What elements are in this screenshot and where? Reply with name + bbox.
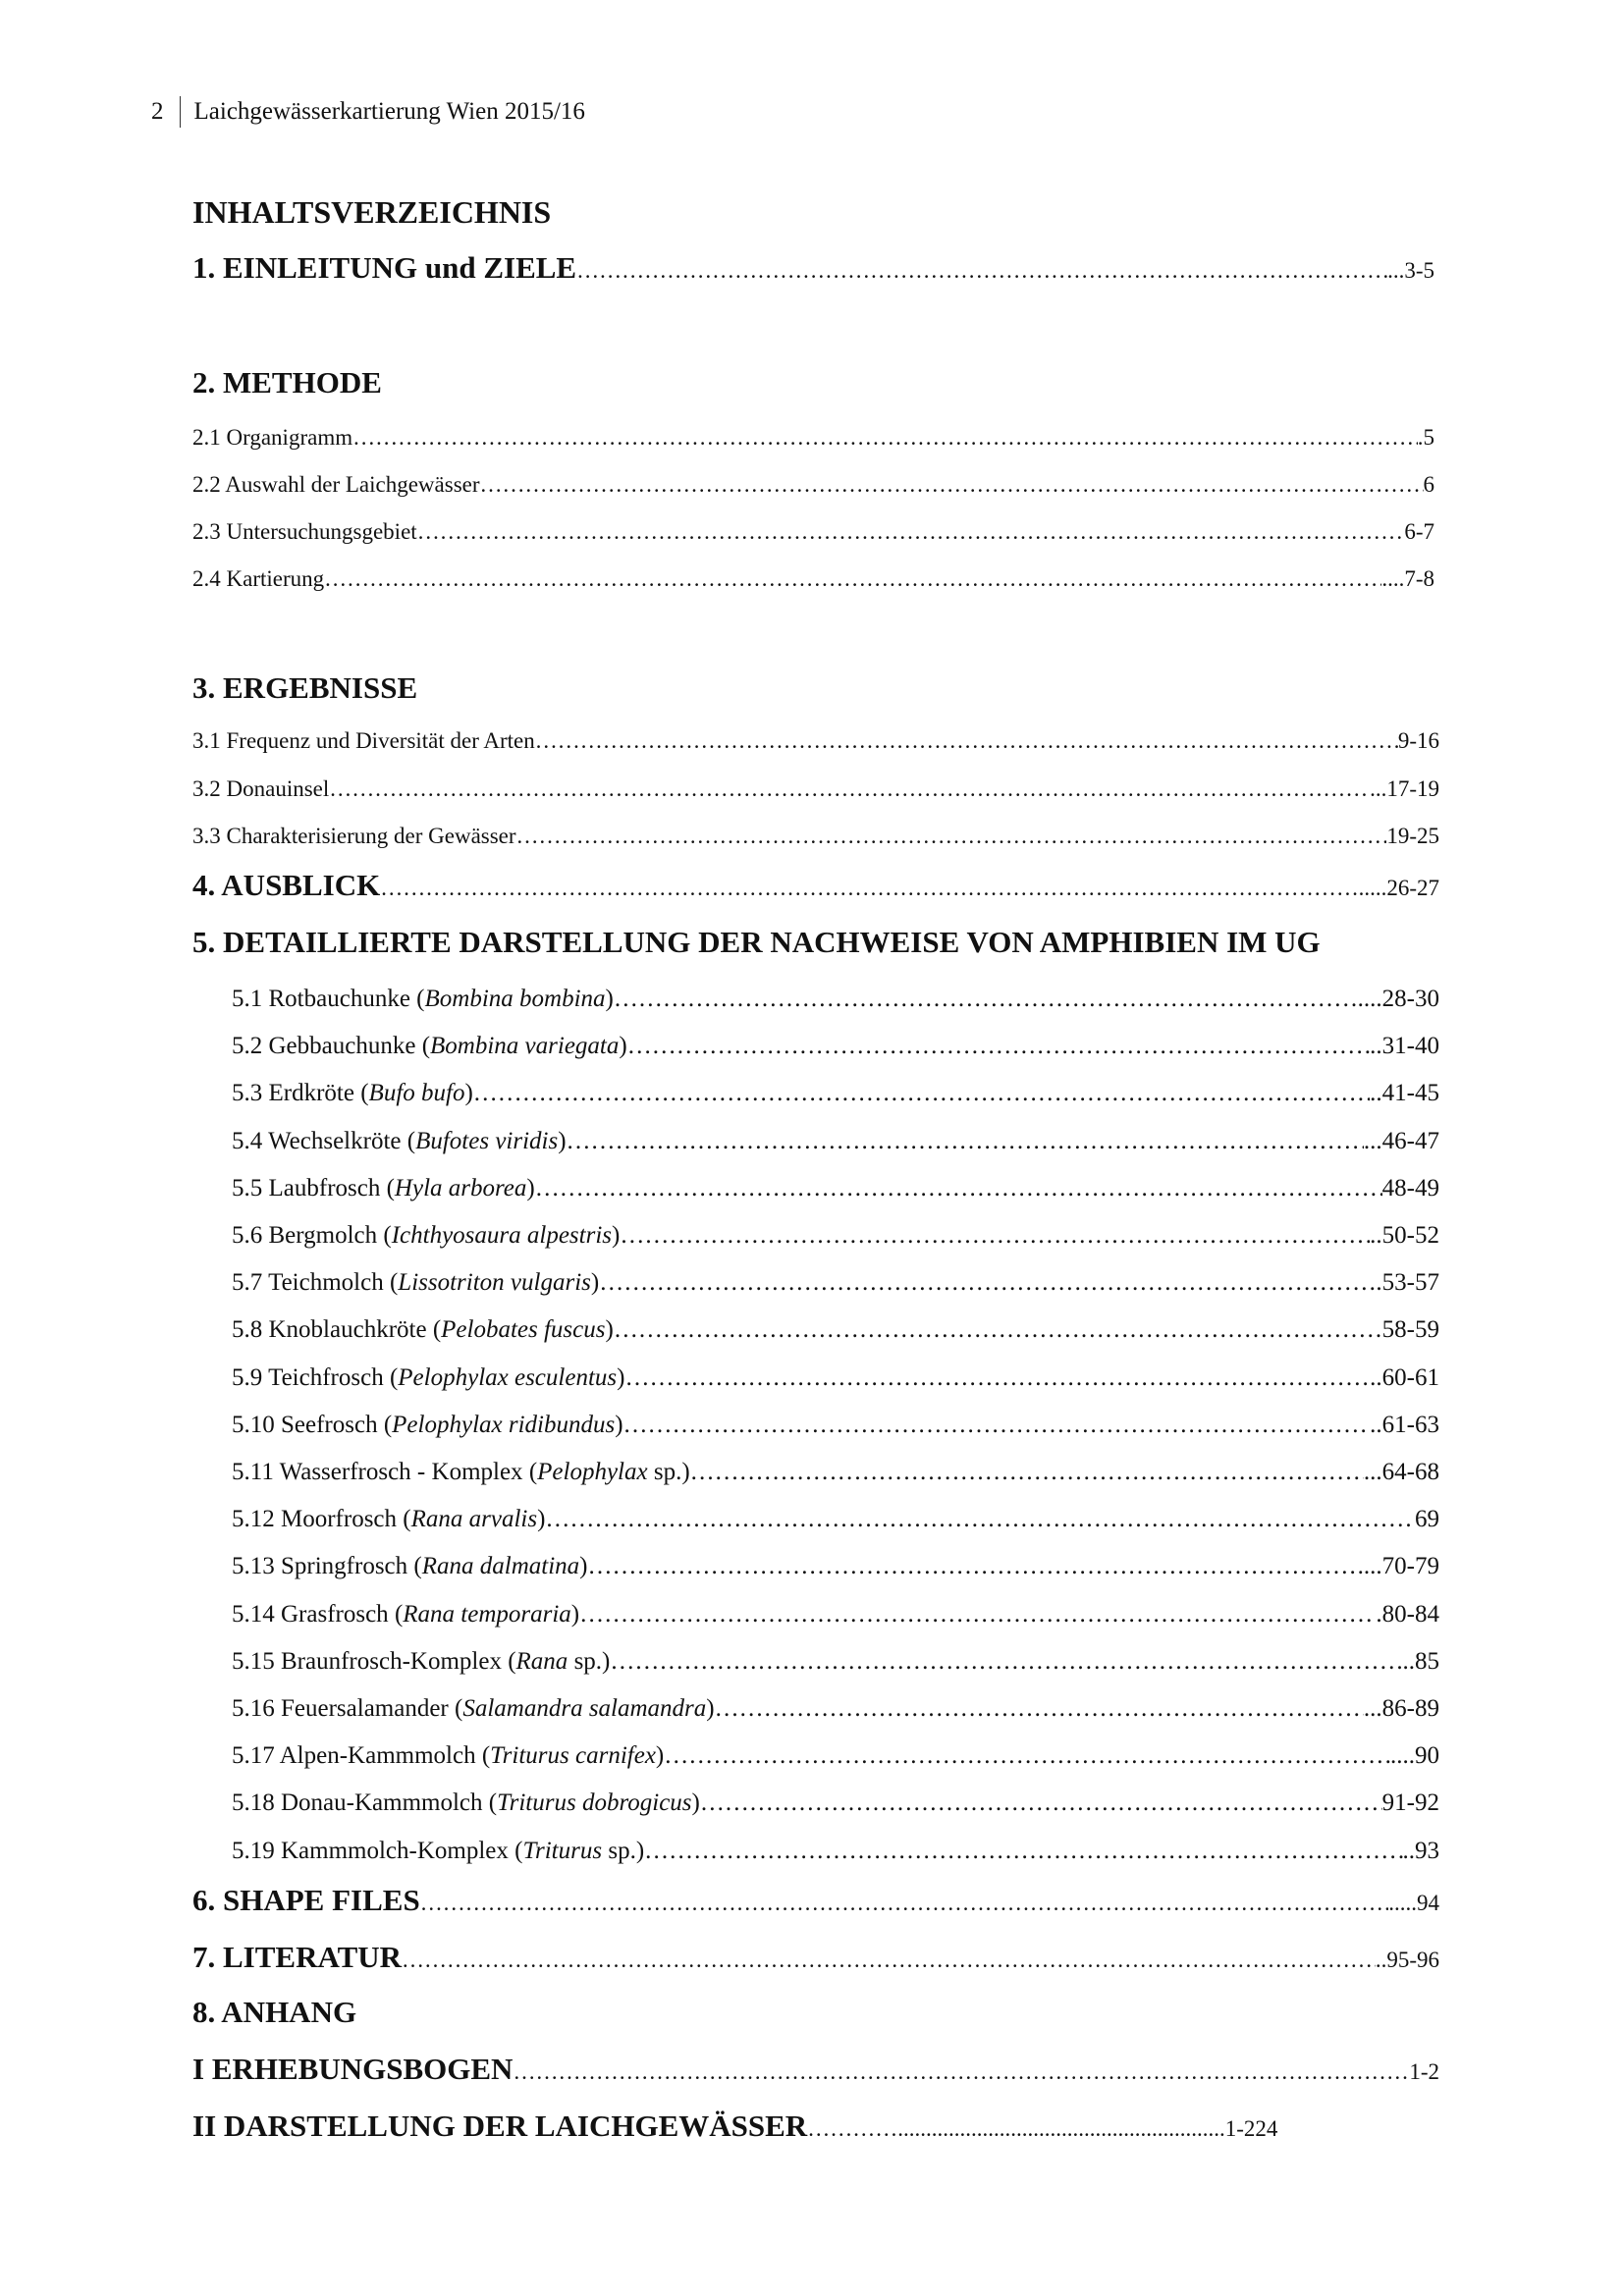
toc-entry-label: 4. AUSBLICK (192, 868, 381, 902)
toc-entry-page: ....28-30 (1357, 986, 1439, 1012)
entry-number: 5.14 (232, 1601, 275, 1628)
entry-number: 5.12 (232, 1506, 275, 1532)
toc-entry-label: I ERHEBUNGSBOGEN (192, 2052, 514, 2086)
toc-entry-label: 6. SHAPE FILES (192, 1883, 420, 1917)
toc-entry-5-5[interactable] (232, 1175, 1439, 1202)
toc-entry-label: 5.14 Grasfrosch (Rana temporaria) (232, 1601, 580, 1628)
toc-entry-label: 7. LITERATUR (192, 1940, 403, 1974)
toc-entry-laichgewaesser[interactable] (192, 2109, 1444, 2144)
toc-entry-page: ....7-8 (1381, 566, 1434, 591)
toc-entry-5-16[interactable] (232, 1695, 1439, 1723)
common-name: Bergmolch (268, 1222, 378, 1249)
leader-dots (599, 1269, 1376, 1297)
entry-number: 5.4 (232, 1128, 263, 1154)
common-name: Braunfrosch-Komplex (281, 1648, 502, 1675)
toc-entry-2-3[interactable] (192, 519, 1434, 545)
scientific-name: Salamandra salamandra (462, 1695, 707, 1722)
leader-dots (715, 1695, 1364, 1723)
toc-entry-page: ...46-47 (1363, 1128, 1439, 1154)
leader-dots (545, 1506, 1415, 1533)
toc-entry-page: ...3-5 (1387, 258, 1434, 283)
scientific-name: Rana arvalis (410, 1506, 538, 1532)
toc-entry-5-9[interactable] (232, 1364, 1439, 1392)
common-name: Laubfrosch (268, 1175, 381, 1201)
toc-entry-label: 1. EINLEITUNG und ZIELE (192, 250, 577, 285)
toc-entry-label: 5.9 Teichfrosch (Pelophylax esculentus) (232, 1364, 625, 1391)
toc-entry-page: .53-57 (1376, 1269, 1439, 1296)
entry-number: 5.15 (232, 1648, 275, 1675)
leader-dots (420, 1891, 1389, 1916)
entry-number: 5.10 (232, 1412, 275, 1438)
toc-entry-ausblick[interactable] (192, 868, 1439, 903)
toc-entry-label: 5.19 Kammmolch-Komplex (Triturus sp.) (232, 1838, 645, 1864)
leader-dots (627, 1033, 1370, 1060)
entry-number: 5.5 (232, 1175, 263, 1201)
scientific-name: Rana (515, 1648, 568, 1675)
scientific-name: Pelobates fuscus (441, 1316, 606, 1343)
entry-number: 5.8 (232, 1316, 263, 1343)
toc-entry-page: ..41-45 (1370, 1080, 1439, 1106)
toc-entry-label: 5.18 Donau-Kammmolch (Triturus dobrogicus) (232, 1789, 700, 1816)
toc-entry-5-13[interactable] (232, 1553, 1439, 1580)
toc-entry-page: ..50-52 (1370, 1222, 1439, 1249)
toc-entry-page: ..95-96 (1375, 1948, 1439, 1972)
leader-dots (664, 1742, 1390, 1770)
toc-entry-page: ...64-68 (1363, 1459, 1439, 1485)
toc-entry-label: 5.5 Laubfrosch (Hyla arborea) (232, 1175, 535, 1201)
toc-title: INHALTSVERZEICHNIS (192, 194, 552, 230)
toc-entry-3-2[interactable] (192, 776, 1439, 802)
toc-entry-label: 5.2 Gebbauchunke (Bombina variegata) (232, 1033, 627, 1059)
toc-entry-page: ..61-63 (1370, 1412, 1439, 1438)
scientific-name: Triturus dobrogicus (497, 1789, 692, 1816)
running-title: Laichgewässerkartierung Wien 2015/16 (193, 98, 585, 125)
toc-entry-page: .....94 (1388, 1891, 1439, 1915)
toc-entry-label: 5.7 Teichmolch (Lissotriton vulgaris) (232, 1269, 600, 1296)
leader-dots (352, 425, 1418, 451)
toc-entry-5-1[interactable] (232, 986, 1439, 1013)
common-name: Wechselkröte (268, 1128, 402, 1154)
common-name: Moorfrosch (281, 1506, 398, 1532)
scientific-name: Pelophylax (537, 1459, 648, 1485)
toc-entry-erhebungsbogen[interactable] (192, 2052, 1439, 2087)
toc-entry-page: ...86-89 (1363, 1695, 1439, 1722)
toc-entry-page: 1-2 (1409, 2059, 1439, 2084)
toc-entry-5-14[interactable] (232, 1601, 1439, 1629)
toc-entry-page: 58-59 (1381, 1316, 1439, 1343)
entry-number: 5.11 (232, 1459, 274, 1485)
toc-entry-5-4[interactable] (232, 1128, 1439, 1155)
toc-entry-page: 6 (1423, 472, 1434, 497)
section-heading-methode: 2. METHODE (192, 365, 382, 400)
toc-entry-2-1[interactable] (192, 425, 1434, 451)
toc-entry-page: ..........................................................1-224 (897, 2116, 1278, 2141)
toc-entry-label: 5.11 Wasserfrosch - Komplex (Pelophylax sp.) (232, 1459, 690, 1485)
entry-number: 5.13 (232, 1553, 275, 1579)
toc-entry-3-1[interactable] (192, 728, 1439, 754)
toc-entry-einleitung[interactable] (192, 250, 1434, 286)
toc-entry-page: ..85 (1402, 1648, 1439, 1675)
toc-entry-5-2[interactable] (232, 1033, 1439, 1060)
toc-entry-5-8[interactable] (232, 1316, 1439, 1344)
common-name: Gebbauchunke (268, 1033, 416, 1059)
scientific-name: Rana dalmatina (421, 1553, 580, 1579)
scientific-suffix: sp. (602, 1838, 636, 1864)
toc-entry-5-15[interactable] (232, 1648, 1439, 1676)
leader-dots (417, 519, 1405, 545)
toc-entry-label: 5.17 Alpen-Kammmolch (Triturus carnifex) (232, 1742, 665, 1769)
toc-entry-page: 6-7 (1404, 519, 1434, 544)
toc-entry-shape-files[interactable] (192, 1883, 1439, 1918)
toc-entry-page: 91-92 (1381, 1789, 1439, 1816)
toc-entry-label: 5.10 Seefrosch (Pelophylax ridibundus) (232, 1412, 623, 1438)
toc-entry-label: 5.15 Braunfrosch-Komplex (Rana sp.) (232, 1648, 611, 1675)
leader-dots (644, 1838, 1402, 1865)
toc-entry-5-7[interactable] (232, 1269, 1439, 1297)
common-name: Springfrosch (281, 1553, 408, 1579)
page-number: 2 (151, 98, 164, 125)
section-heading-ergebnisse: 3. ERGEBNISSE (192, 670, 418, 705)
common-name: Erdkröte (268, 1080, 354, 1106)
entry-number: 5.3 (232, 1080, 263, 1106)
leader-dots-short (807, 2116, 897, 2142)
common-name: Alpen-Kammmolch (279, 1742, 476, 1769)
common-name: Kammmolch-Komplex (281, 1838, 509, 1864)
toc-entry-page: 69 (1415, 1506, 1439, 1532)
entry-number: 5.6 (232, 1222, 263, 1249)
common-name: Rotbauchunke (268, 986, 410, 1012)
common-name: Teichmolch (268, 1269, 384, 1296)
toc-entry-label: 5.12 Moorfrosch (Rana arvalis) (232, 1506, 546, 1532)
toc-entry-5-18[interactable] (232, 1789, 1439, 1817)
toc-entry-page: 48-49 (1381, 1175, 1439, 1201)
toc-entry-page: ....70-79 (1357, 1553, 1439, 1579)
leader-dots (329, 776, 1370, 802)
toc-entry-5-3[interactable] (232, 1080, 1439, 1107)
entry-number: 5.18 (232, 1789, 275, 1816)
toc-entry-label: 3.3 Charakterisierung der Gewässer (192, 824, 516, 848)
toc-entry-page: ....90 (1390, 1742, 1439, 1769)
leader-dots (324, 566, 1381, 592)
leader-dots (690, 1459, 1364, 1486)
toc-entry-page: .80-84 (1376, 1601, 1439, 1628)
toc-entry-label: 2.3 Untersuchungsgebiet (192, 519, 417, 544)
toc-entry-page: ..93 (1402, 1838, 1439, 1864)
leader-dots (535, 728, 1398, 754)
toc-entry-label: 3.2 Donauinsel (192, 776, 330, 801)
scientific-name: Pelophylax esculentus (398, 1364, 618, 1391)
leader-dots (700, 1789, 1382, 1817)
common-name: Grasfrosch (281, 1601, 389, 1628)
toc-entry-label: II DARSTELLUNG DER LAICHGEWÄSSER (192, 2109, 808, 2143)
scientific-suffix: sp. (647, 1459, 682, 1485)
scientific-name: Bufotes viridis (415, 1128, 559, 1154)
toc-entry-page: ...17-19 (1370, 776, 1439, 801)
scientific-name: Triturus carnifex (490, 1742, 656, 1769)
entry-number: 5.2 (232, 1033, 263, 1059)
toc-entry-literatur[interactable] (192, 1940, 1439, 1975)
toc-entry-page: .5 (1417, 425, 1434, 450)
toc-entry-label: 5.4 Wechselkröte (Bufotes viridis) (232, 1128, 567, 1154)
leader-dots (610, 1648, 1402, 1676)
common-name: Knoblauchkröte (268, 1316, 427, 1343)
common-name: Teichfrosch (268, 1364, 384, 1391)
entry-number: 5.7 (232, 1269, 263, 1296)
toc-entry-label: 2.1 Organigramm (192, 425, 353, 450)
toc-entry-2-4[interactable] (192, 566, 1434, 592)
leader-dots (614, 986, 1358, 1013)
scientific-name: Bufo bufo (368, 1080, 465, 1106)
scientific-name: Lissotriton vulgaris (398, 1269, 591, 1296)
leader-dots (576, 258, 1387, 284)
leader-dots (620, 1222, 1370, 1250)
leader-dots (587, 1553, 1357, 1580)
leader-dots (567, 1128, 1364, 1155)
toc-entry-5-17[interactable] (232, 1742, 1439, 1770)
leader-dots (535, 1175, 1382, 1202)
section-heading-detail: 5. DETAILLIERTE DARSTELLUNG DER NACHWEISE VON AMPHIBIEN IM UG (192, 925, 1321, 959)
toc-entry-label: 3.1 Frequenz und Diversität der Arten (192, 728, 535, 753)
scientific-name: Bombina variegata (430, 1033, 620, 1059)
leader-dots (380, 876, 1358, 901)
toc-entry-5-12[interactable] (232, 1506, 1439, 1533)
leader-dots (516, 824, 1387, 849)
scientific-name: Ichthyosaura alpestris (391, 1222, 613, 1249)
scientific-suffix: sp. (568, 1648, 603, 1675)
common-name: Seefrosch (281, 1412, 378, 1438)
common-name: Feuersalamander (281, 1695, 449, 1722)
header-divider (180, 96, 181, 128)
toc-entry-label: 5.6 Bergmolch (Ichthyosaura alpestris) (232, 1222, 621, 1249)
leader-dots (624, 1364, 1370, 1392)
toc-entry-5-10[interactable] (232, 1412, 1439, 1439)
section-heading-anhang: 8. ANHANG (192, 1995, 357, 2029)
toc-entry-3-3[interactable] (192, 824, 1439, 849)
toc-entry-label: 2.4 Kartierung (192, 566, 325, 591)
leader-dots (402, 1948, 1376, 1973)
entry-number: 5.19 (232, 1838, 275, 1864)
common-name: Wasserfrosch - Komplex (279, 1459, 523, 1485)
toc-entry-label: 5.8 Knoblauchkröte (Pelobates fuscus) (232, 1316, 614, 1343)
toc-entry-label: 5.16 Feuersalamander (Salamandra salamandra) (232, 1695, 715, 1722)
leader-dots (623, 1412, 1371, 1439)
toc-entry-page: .....26-27 (1358, 876, 1439, 900)
leader-dots (473, 1080, 1370, 1107)
toc-entry-page: 9-16 (1397, 728, 1439, 753)
toc-entry-label: 5.1 Rotbauchunke (Bombina bombina) (232, 986, 614, 1012)
toc-entry-label: 5.13 Springfrosch (Rana dalmatina) (232, 1553, 588, 1579)
toc-entry-2-2[interactable] (192, 472, 1434, 498)
scientific-name: Hyla arborea (394, 1175, 527, 1201)
toc-entry-page: ..31-40 (1370, 1033, 1439, 1059)
entry-number: 5.9 (232, 1364, 263, 1391)
scientific-name: Triturus (522, 1838, 603, 1864)
scientific-name: Rana temporaria (403, 1601, 571, 1628)
toc-entry-5-11[interactable] (232, 1459, 1439, 1486)
leader-dots (513, 2059, 1409, 2085)
entry-number: 5.17 (232, 1742, 275, 1769)
entry-number: 5.1 (232, 986, 263, 1012)
toc-entry-page: ..60-61 (1370, 1364, 1439, 1391)
toc-entry-page: 19-25 (1386, 824, 1439, 848)
toc-entry-label: 5.3 Erdkröte (Bufo bufo) (232, 1080, 473, 1106)
leader-dots (614, 1316, 1382, 1344)
leader-dots (480, 472, 1424, 498)
toc-entry-5-19[interactable] (232, 1838, 1439, 1865)
leader-dots (579, 1601, 1376, 1629)
page-header (151, 96, 585, 128)
scientific-name: Bombina bombina (424, 986, 606, 1012)
entry-number: 5.16 (232, 1695, 275, 1722)
toc-entry-5-6[interactable] (232, 1222, 1439, 1250)
toc-entry-label: 2.2 Auswahl der Laichgewässer (192, 472, 480, 497)
scientific-name: Pelophylax ridibundus (392, 1412, 616, 1438)
common-name: Donau-Kammmolch (281, 1789, 483, 1816)
